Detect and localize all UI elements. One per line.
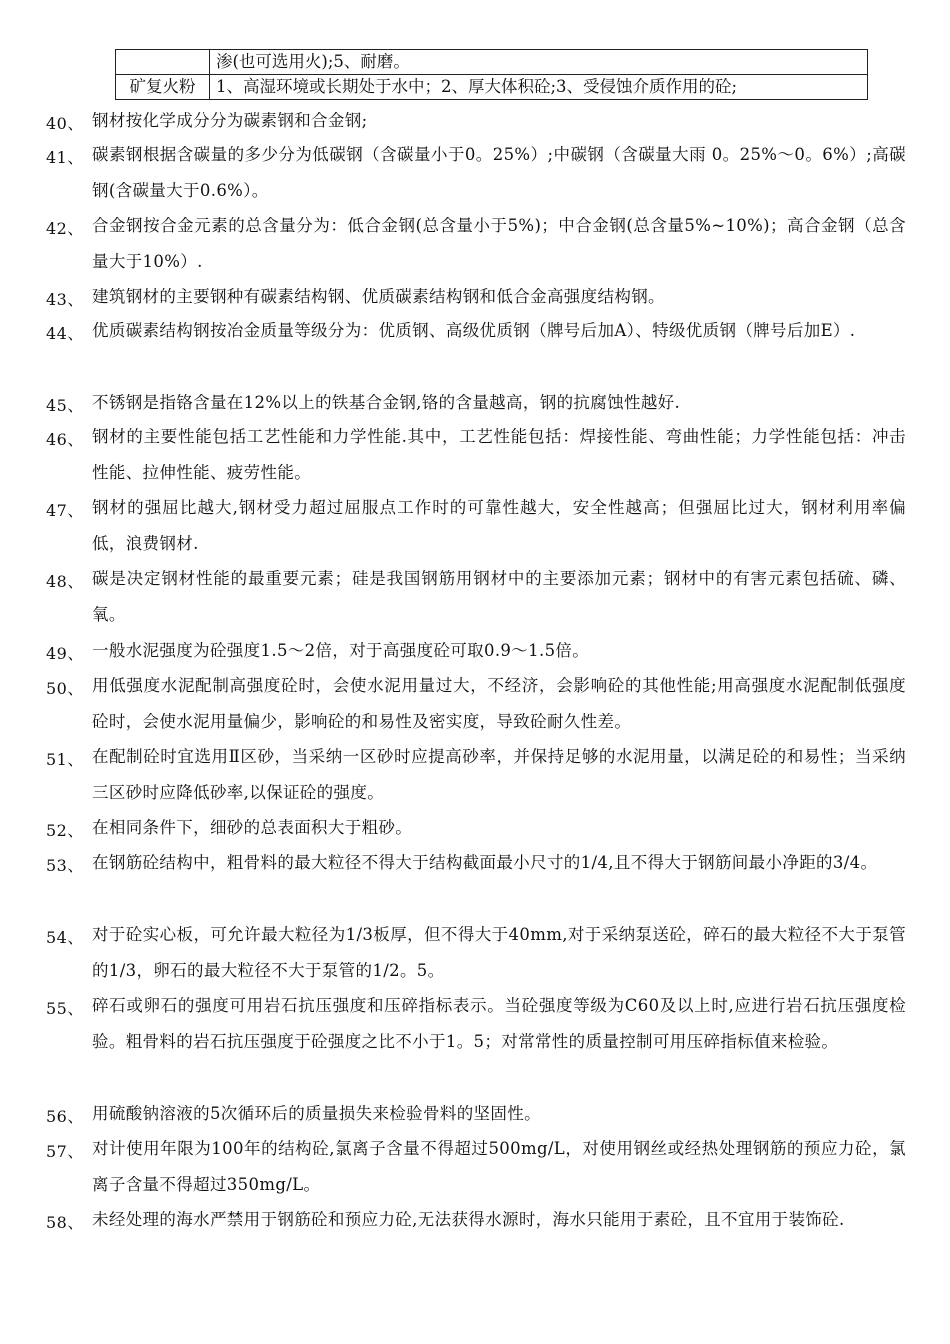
item-text: 建筑钢材的主要钢种有碳素结构钢、优质碳素结构钢和低合金高强度结构钢。	[92, 287, 665, 306]
table-cell-value: 渗(也可选用火);5、耐磨。	[210, 50, 868, 75]
item-number: 42、	[46, 219, 84, 238]
item-number: 56、	[46, 1107, 84, 1126]
item-number: 54、	[46, 928, 84, 947]
item-number: 44、	[46, 324, 84, 343]
item-text: 在相同条件下，细砂的总表面积大于粗砂。	[92, 818, 413, 837]
item-text: 一般水泥强度为砼强度1.5～2倍，对于高强度砼可取0.9～1.5倍。	[92, 641, 590, 660]
admixture-table	[115, 49, 868, 100]
item-number: 47、	[46, 501, 84, 520]
item-text: 在配制砼时宜选用Ⅱ区砂，当采纳一区砂时应提高砂率，并保持足够的水泥用量，以满足砼的和易性；当采纳三区砂时应降低砂率,以保证砼的强度。	[92, 747, 906, 802]
item-text: 碳是决定钢材性能的最重要元素；硅是我国钢筋用钢材中的主要添加元素；钢材中的有害元素包括硫、磷、氧。	[92, 569, 906, 624]
table-cell-label: 矿复火粉	[116, 75, 210, 100]
item-text: 合金钢按合金元素的总含量分为：低合金钢(总含量小于5%)；中合金钢(总含量5%~10%)；高合金钢（总含量大于10%）.	[92, 216, 906, 271]
item-text: 钢材的强屈比越大,钢材受力超过屈服点工作时的可靠性越大，安全性越高；但强屈比过大，钢材利用率偏低，浪费钢材.	[92, 498, 906, 553]
item-text: 在钢筋砼结构中，粗骨料的最大粒径不得大于结构截面最小尺寸的1/4,且不得大于钢筋间最小净距的3/4。	[92, 853, 878, 872]
item-number: 48、	[46, 572, 84, 591]
item-text: 用硫酸钠溶液的5次循环后的质量损失来检验骨料的坚固性。	[92, 1104, 541, 1123]
table-cell-value: 1、高湿环境或长期处于水中；2、厚大体积砼;3、受侵蚀介质作用的砼;	[210, 75, 868, 100]
table-cell-label	[116, 50, 210, 75]
item-number: 57、	[46, 1142, 84, 1161]
item-text: 碎石或卵石的强度可用岩石抗压强度和压碎指标表示。当砼强度等级为C60及以上时,应进行岩石抗压强度检验。粗骨料的岩石抗压强度于砼强度之比不小于1。5；对常常性的质量控制可用压碎指标值来检验。	[92, 996, 906, 1051]
item-number: 53、	[46, 856, 84, 875]
item-text: 碳素钢根据含碳量的多少分为低碳钢（含碳量小于0。25%）;中碳钢（含碳量大雨 0。25%～0。6%）;高碳钢(含碳量大于0.6%）。	[92, 145, 906, 200]
item-text: 优质碳素结构钢按冶金质量等级分为：优质钢、高级优质钢（牌号后加A）、特级优质钢（牌号后加E）.	[92, 321, 856, 340]
item-number: 43、	[46, 290, 84, 309]
item-number: 45、	[46, 396, 84, 415]
table-row	[116, 75, 868, 100]
item-text: 不锈钢是指铬含量在12%以上的铁基合金钢,铬的含量越高，钢的抗腐蚀性越好.	[92, 393, 681, 412]
item-number: 49、	[46, 644, 84, 663]
item-text: 对于砼实心板，可允许最大粒径为1/3板厚，但不得大于40mm,对于采纳泵送砼，碎石的最大粒径不大于泵管的1/3，卵石的最大粒径不大于泵管的1/2。5。	[92, 925, 906, 980]
item-number: 51、	[46, 750, 84, 769]
item-text: 钢材的主要性能包括工艺性能和力学性能.其中，工艺性能包括：焊接性能、弯曲性能；力学性能包括：冲击性能、拉伸性能、疲劳性能。	[92, 427, 906, 482]
item-number: 50、	[46, 679, 84, 698]
item-number: 41、	[46, 148, 84, 167]
table-row	[116, 50, 868, 75]
item-text: 未经处理的海水严禁用于钢筋砼和预应力砼,无法获得水源时，海水只能用于素砼，且不宜用于装饰砼.	[92, 1210, 845, 1229]
item-number: 58、	[46, 1213, 84, 1232]
item-text: 对计使用年限为100年的结构砼,氯离子含量不得超过500mg/L，对使用钢丝或经热处理钢筋的预应力砼，氯离子含量不得超过350mg/L。	[92, 1139, 906, 1194]
item-number: 46、	[46, 430, 84, 449]
item-number: 52、	[46, 821, 84, 840]
item-text: 用低强度水泥配制高强度砼时，会使水泥用量过大，不经济，会影响砼的其他性能;用高强度水泥配制低强度砼时，会使水泥用量偏少，影响砼的和易性及密实度，导致砼耐久性差。	[92, 676, 906, 731]
item-text: 钢材按化学成分分为碳素钢和合金钢;	[92, 111, 368, 130]
item-number: 55、	[46, 999, 84, 1018]
item-number: 40、	[46, 114, 84, 133]
